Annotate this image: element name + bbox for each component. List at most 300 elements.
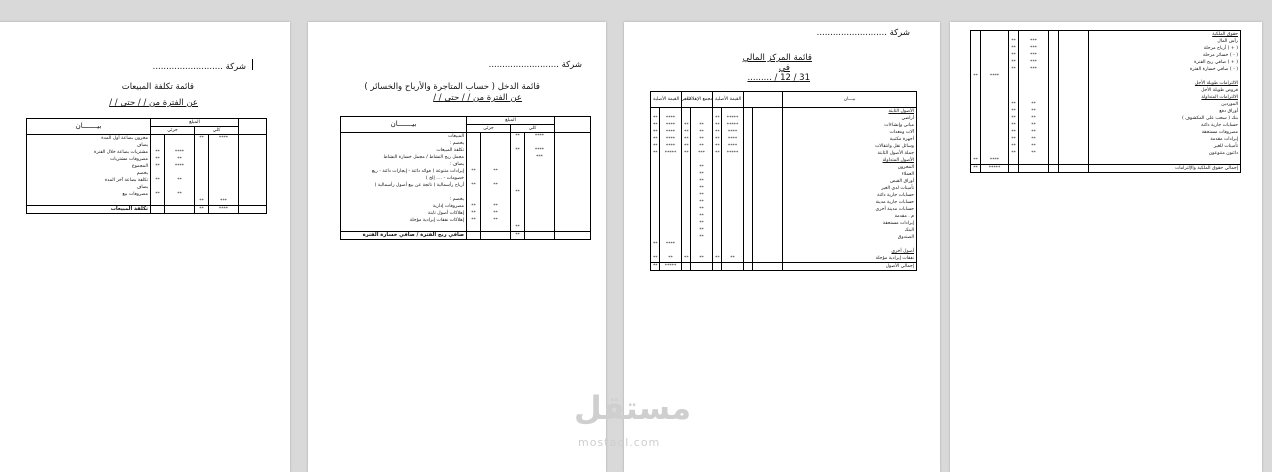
table-row [341,133,591,141]
partial-value [165,198,195,205]
row-label: أراضي [783,115,917,122]
partial-decimal [151,198,165,205]
table-row [651,129,917,136]
total-value [209,149,239,156]
partial-value: ** [165,191,195,198]
total-decimal: ** [651,263,660,271]
original-decimal [713,199,722,206]
empty-cell [1049,52,1059,59]
total-value: ***** [981,165,1009,173]
total-value [209,163,239,170]
row-label [341,189,467,196]
total-value [981,31,1009,39]
original-value [722,192,744,199]
net-decimal: ** [651,255,660,262]
table-row [651,171,917,178]
empty-cell [1049,108,1059,115]
table-row [971,31,1241,39]
original-value [722,248,744,255]
partial-decimal: ** [151,191,165,198]
empty-cell [1049,38,1059,45]
table-row [341,147,591,154]
total-value [525,168,555,175]
total-value [525,189,555,196]
total-value [981,129,1009,136]
empty-cell [744,213,753,220]
total-value [525,224,555,231]
total-value [209,142,239,149]
empty-cell [753,192,783,199]
depreciation-value: ** [691,143,713,150]
partial-decimal: ** [151,177,165,184]
section-heading: الأصول المتداولة [783,157,917,164]
empty-cell [239,156,267,163]
table-row [341,161,591,168]
total-decimal [511,168,525,175]
empty-cell [1059,94,1089,101]
amount-decimal: ** [1009,66,1019,73]
total-decimal [511,217,525,224]
empty-cell [1059,115,1089,122]
table-row [27,191,267,198]
partial-decimal: ** [467,210,481,217]
net-decimal [651,199,660,206]
depreciation-decimal [682,248,691,255]
table-row [971,80,1241,87]
original-value: **** [722,136,744,143]
empty-cell [744,178,753,185]
table-row [27,177,267,184]
table-row [971,45,1241,52]
empty-cell [753,115,783,122]
empty-cell [744,206,753,213]
original-value [722,241,744,248]
section-heading: الالتزامات طويلة الأجل [1089,80,1241,87]
empty-cell [1049,31,1059,39]
total-label: إجمالي الأصول [783,263,917,271]
empty-cell [744,108,753,116]
table-row [341,182,591,189]
original-value [722,206,744,213]
statement-date: 31 / 12 / ......... [747,73,810,83]
table-row [971,108,1241,115]
empty-cell [753,164,783,171]
empty-cell [744,234,753,241]
net-value [660,171,682,178]
table-row [341,168,591,175]
original-decimal: ** [713,136,722,143]
net-value [660,213,682,220]
row-label: رأس المال [1089,38,1241,45]
empty-cell [1049,136,1059,143]
column-header-total: كلي [195,127,239,135]
empty-cell [555,196,591,203]
total-row [341,232,591,240]
depreciation-value: ** [691,122,713,129]
row-label [783,241,917,248]
table-row [651,213,917,220]
partial-decimal [467,175,481,182]
empty-cell [1059,136,1089,143]
table-row [971,101,1241,108]
column-header-statement: بيـــان [783,92,917,108]
total-value [209,170,239,177]
net-decimal [651,206,660,213]
depreciation-decimal [682,115,691,122]
row-label: مجمل ربح النشاط / مجمل خسارة النشاط [341,154,467,161]
amount-decimal [1009,80,1019,87]
column-header-statement: بيـــــــان [27,119,151,135]
total-row [651,263,917,271]
net-decimal: ** [651,136,660,143]
table-row [971,115,1241,122]
table-row [27,135,267,143]
row-label: الموردين [1089,101,1241,108]
total-value [525,232,555,240]
empty-cell [1059,143,1089,150]
original-decimal [713,164,722,171]
net-decimal [651,227,660,234]
depreciation-value: ** [691,213,713,220]
partial-decimal [151,135,165,143]
total-decimal [511,182,525,189]
net-value [660,192,682,199]
net-value [660,185,682,192]
empty-cell [151,206,165,214]
amount-value: *** [1019,45,1049,52]
partial-decimal [467,140,481,147]
column-header-amount: المبلغ [151,119,239,127]
net-value [660,227,682,234]
row-label: العملاء [783,171,917,178]
amount-value [1019,80,1049,87]
column-header-partial: جزئي [467,125,511,133]
net-decimal: ** [651,115,660,122]
net-decimal [651,171,660,178]
depreciation-decimal [682,206,691,213]
empty-cell [1059,108,1089,115]
total-value [981,122,1009,129]
table-row [341,210,591,217]
empty-cell [239,170,267,177]
partial-decimal [467,133,481,141]
table-row [341,140,591,147]
empty-cell [1019,165,1049,173]
empty-cell [744,227,753,234]
empty-cell [753,220,783,227]
empty-cell [239,142,267,149]
table-row [27,184,267,191]
row-label: إهلاكات نفقات إيرادية مؤجلة [341,217,467,224]
net-value [660,157,682,164]
row-label: أوراق دفع [1089,108,1241,115]
net-value: **** [660,136,682,143]
depreciation-value: ** [691,136,713,143]
table-row [651,227,917,234]
depreciation-decimal: ** [682,150,691,157]
row-label: حسابات جارية دائنة [1089,122,1241,129]
total-decimal [971,143,981,150]
partial-decimal [467,196,481,203]
table-row [971,150,1241,157]
amount-value [1019,31,1049,39]
depreciation-decimal: ** [682,122,691,129]
amount-decimal [1009,157,1019,164]
amount-decimal [1009,94,1019,101]
amount-decimal: ** [1009,115,1019,122]
net-value [660,108,682,116]
total-value [209,177,239,184]
amount-decimal: ** [1009,52,1019,59]
section-heading: أصول أخرى [783,248,917,255]
amount-decimal [1009,73,1019,80]
empty-cell [744,129,753,136]
depreciation-value: ** [691,255,713,262]
total-value [981,45,1009,52]
amount-decimal: ** [1009,129,1019,136]
net-decimal: ** [651,122,660,129]
empty-cell [1059,52,1089,59]
total-decimal: ** [971,157,981,164]
total-decimal [971,80,981,87]
original-decimal [713,178,722,185]
table-row [971,136,1241,143]
empty-cell [1049,122,1059,129]
table-row [27,142,267,149]
row-label: يضاف : [341,161,467,168]
table-row [971,73,1241,80]
depreciation-value: ** [691,234,713,241]
total-value: ***** [660,263,682,271]
table-row [651,199,917,206]
table-row [651,255,917,262]
partial-value: ** [481,182,511,189]
original-decimal [713,185,722,192]
partial-value: ** [165,156,195,163]
table-row [651,192,917,199]
row-label: حسابات جارية مدينة [783,199,917,206]
partial-decimal: ** [151,156,165,163]
row-label: الصندوق [783,234,917,241]
depreciation-decimal [682,234,691,241]
section-heading: الأصول الثابتة [783,108,917,116]
partial-value [481,147,511,154]
total-decimal [195,163,209,170]
empty-cell [239,135,267,143]
depreciation-value: ** [691,164,713,171]
empty-cell [1049,150,1059,157]
total-value [525,203,555,210]
amount-decimal [1009,87,1019,94]
cogs-table [26,118,267,214]
row-label: بنك ( سحب على المكشوف ) [1089,115,1241,122]
partial-value [165,142,195,149]
empty-cell [713,263,722,271]
column-header-partial: جزئي [151,127,195,135]
table-row [971,94,1241,101]
row-label: إيرادات مقدمة [1089,136,1241,143]
net-value [660,164,682,171]
empty-cell [753,129,783,136]
original-value [722,164,744,171]
table-row [971,129,1241,136]
empty-cell [1059,31,1089,39]
statement-title: قائمة تكلفة المبيعات [121,82,194,92]
statement-in: في [778,63,790,73]
company-name: شركة .......................... [816,28,910,38]
total-decimal [511,154,525,161]
depreciation-decimal [682,192,691,199]
original-value [722,178,744,185]
partial-decimal: ** [467,182,481,189]
row-label: حسابات مدينة أخرى [783,206,917,213]
partial-decimal [467,147,481,154]
original-value [722,157,744,164]
empty-cell [555,210,591,217]
amount-value: *** [1019,59,1049,66]
table-row [651,143,917,150]
original-value [722,213,744,220]
empty-cell [744,143,753,150]
empty-cell [555,203,591,210]
total-decimal [971,87,981,94]
row-label: نفقات إيرادية مؤجلة [783,255,917,262]
empty-cell [1049,129,1059,136]
original-decimal [713,192,722,199]
empty-cell [1059,122,1089,129]
original-decimal [713,220,722,227]
table-row [341,217,591,224]
empty-cell [1009,165,1019,173]
net-decimal [651,192,660,199]
row-label: خصومات - .... إلخ ) [341,175,467,182]
empty-cell [239,184,267,191]
table-row [27,156,267,163]
net-value [660,220,682,227]
empty-cell [744,192,753,199]
row-label: إيرادات متنوعة ( فوائد دائنة - إيجارات دائنة - ريع [341,168,467,175]
empty-cell [1059,129,1089,136]
row-label: يخصم : [341,196,467,203]
total-decimal [971,115,981,122]
total-value [209,184,239,191]
original-decimal [713,227,722,234]
net-value: ** [660,255,682,262]
watermark-url: mostaql.com [578,436,661,449]
total-decimal [511,196,525,203]
empty-cell [753,171,783,178]
row-label: إهلاكات أصول ثابتة [341,210,467,217]
empty-cell [239,119,267,135]
total-decimal [511,175,525,182]
row-label [1089,73,1241,80]
table-row [341,189,591,196]
table-row [27,163,267,170]
original-decimal [713,213,722,220]
net-value: **** [660,115,682,122]
empty-cell [1049,94,1059,101]
empty-cell [1059,87,1089,94]
original-decimal [713,241,722,248]
amount-decimal: ** [1009,59,1019,66]
row-label: المجموع [27,163,151,170]
section-heading: حقوق الملكية [1089,31,1241,39]
empty-cell [744,136,753,143]
total-label: صافي ربح الفترة / صافي خسارة الفترة [341,232,467,240]
depreciation-value: ** [691,206,713,213]
depreciation-decimal [682,220,691,227]
amount-decimal: ** [1009,101,1019,108]
column-header-total: كلي [511,125,555,133]
depreciation-value: ** [691,220,713,227]
column-header-net: صافي القيمة الأصلية [651,92,682,108]
company-name: شركة .......................... [488,60,582,70]
empty-cell [753,255,783,262]
row-label: مصروفات إدارية [341,203,467,210]
header-row [651,92,917,108]
empty-cell [239,206,267,214]
watermark-logo: مستقل [574,389,692,427]
partial-decimal [467,161,481,168]
net-decimal [651,248,660,255]
empty-cell [744,164,753,171]
row-label: مشتريات بضاعة خلال الفترة [27,149,151,156]
row-label: ( + ) أرباح مرحلة [1089,45,1241,52]
partial-value [165,184,195,191]
partial-decimal: ** [151,149,165,156]
partial-value: ** [481,168,511,175]
net-value: **** [660,129,682,136]
empty-cell [744,185,753,192]
net-decimal [651,234,660,241]
row-label: تكلفة المبيعات [341,147,467,154]
table-row [971,38,1241,45]
empty-cell [753,122,783,129]
total-decimal [971,94,981,101]
amount-value: ** [1019,101,1049,108]
empty-cell [753,263,783,271]
amount-value: ** [1019,115,1049,122]
total-value [525,161,555,168]
depreciation-value: ** [691,178,713,185]
net-value [660,178,682,185]
empty-cell [744,220,753,227]
empty-cell [555,140,591,147]
empty-cell [555,224,591,231]
empty-cell [239,177,267,184]
empty-cell [753,227,783,234]
amount-value: ** [1019,150,1049,157]
table-row [651,108,917,116]
empty-cell [682,263,691,271]
empty-cell [555,232,591,240]
table-row [341,224,591,231]
original-value: ***** [722,150,744,157]
total-value [209,191,239,198]
row-label: مخزون بضاعة أول المدة [27,135,151,143]
row-label: مصروفات بيع [27,191,151,198]
empty-cell [1049,143,1059,150]
net-decimal: ** [651,241,660,248]
net-value [660,234,682,241]
empty-cell [467,232,481,240]
total-value [525,175,555,182]
total-decimal [195,177,209,184]
net-value: **** [660,241,682,248]
total-decimal [971,101,981,108]
empty-cell [1049,157,1059,164]
total-decimal: ** [511,224,525,231]
